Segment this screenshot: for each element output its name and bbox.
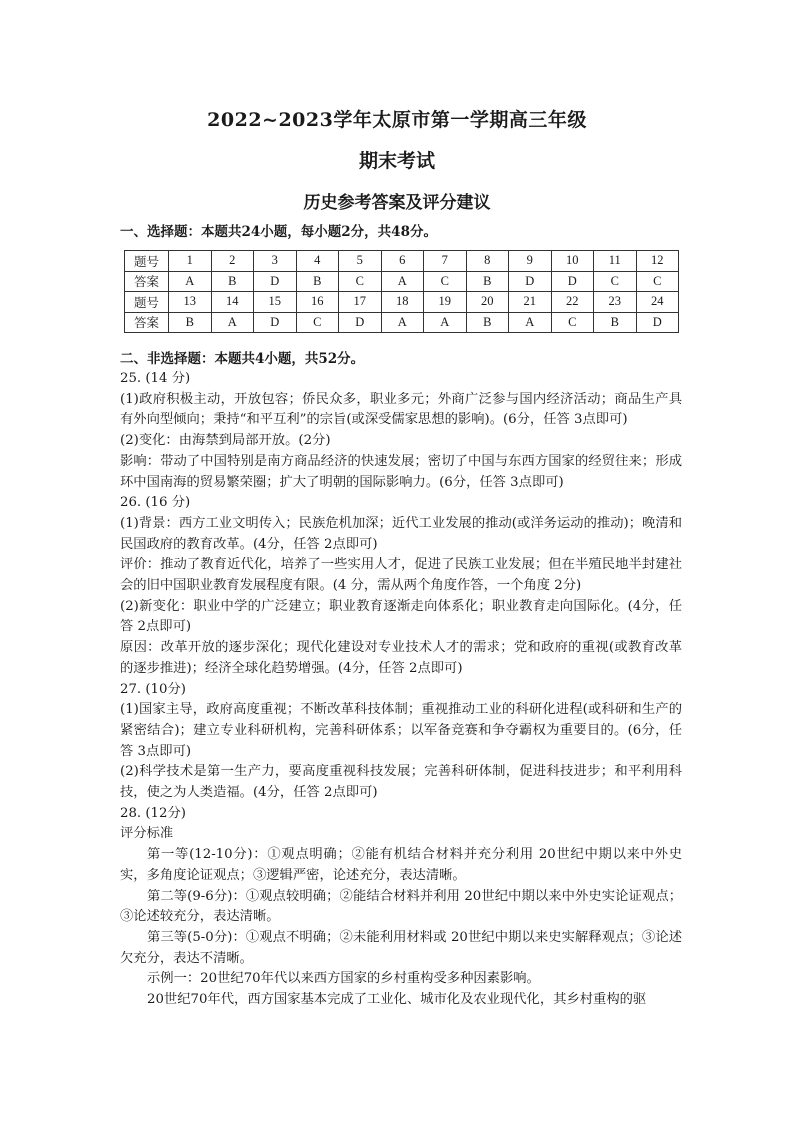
section-1-heading: 一、选择题：本题共24小题，每小题2分，共48分。 xyxy=(120,224,437,240)
question-number-cell: 2 xyxy=(211,251,254,272)
answer-cell: B xyxy=(211,271,254,292)
answer-paragraph: (2)科学技术是第一生产力，要高度重视科技发展；完善科研体制，促进科技进步；和平利用科技，使之为人类造福。(4分，任答 2点即可) xyxy=(120,764,682,801)
answer-key-title: 历史参考答案及评分建议 xyxy=(303,193,491,213)
answer-cell: D xyxy=(509,271,552,292)
answer-paragraph: 影响：带动了中国特别是南方商品经济的快速发展；密切了中国与东西方国家的经贸往来；形成环中国南海的贸易繁荣圈；扩大了明朝的国际影响力。(6分，任答 3点即可) xyxy=(120,453,682,490)
answer-paragraph: 评价：推动了教育近代化，培养了一些实用人才，促进了民族工业发展；但在半殖民地半封建社会的旧中国职业教育发展程度有限。(4 分，需从两个角度作答，一个角度 2分) xyxy=(120,557,682,594)
answer-paragraph: 27. (10分) xyxy=(120,681,186,697)
row-label-answer: 答案 xyxy=(125,312,169,333)
answer-row xyxy=(125,312,679,333)
answer-paragraph: 26. (16 分) xyxy=(120,495,191,511)
question-number-cell: 3 xyxy=(254,251,297,272)
question-number-row xyxy=(125,251,679,272)
question-number-cell: 4 xyxy=(296,251,339,272)
question-number-cell: 24 xyxy=(636,292,679,313)
answer-cell: D xyxy=(339,312,382,333)
question-number-cell: 22 xyxy=(551,292,594,313)
question-number-cell: 14 xyxy=(211,292,254,313)
question-number-cell: 12 xyxy=(636,251,679,272)
answer-cell: B xyxy=(594,312,637,333)
answer-table xyxy=(124,250,679,333)
row-label-number: 题号 xyxy=(125,251,169,272)
answer-paragraph: (2)变化：由海禁到局部开放。(2分) xyxy=(120,433,331,449)
answer-cell: B xyxy=(169,312,212,333)
question-number-cell: 13 xyxy=(169,292,212,313)
answer-cell: C xyxy=(339,271,382,292)
answer-paragraph: 第一等(12-10分)：①观点明确；②能有机结合材料并充分利用 20世纪中期以来中外史实，多角度论证观点；③逻辑严密，论述充分，表达清晰。 xyxy=(120,847,682,883)
answer-paragraph: 原因：改革开放的逐步深化；现代化建设对专业技术人才的需求；党和政府的重视(或教育改革的逐步推进)；经济全球化趋势增强。(4分，任答 2点即可) xyxy=(120,640,682,676)
answer-paragraph: (2)新变化：职业中学的广泛建立；职业教育逐渐走向体系化；职业教育走向国际化。(4分，任答 2点即可) xyxy=(120,598,682,635)
answer-paragraph: 第二等(9-6分)：①观点较明确；②能结合材料并利用 20世纪中期以来中外史实论证观点；③论述较充分，表达清晰。 xyxy=(120,888,682,925)
question-number-cell: 16 xyxy=(296,292,339,313)
answer-cell: A xyxy=(169,271,212,292)
answer-cell: A xyxy=(509,312,552,333)
question-number-cell: 7 xyxy=(424,251,467,272)
section-2-heading: 二、非选择题：本题共4小题，共52分。 xyxy=(120,351,365,367)
row-label-answer: 答案 xyxy=(125,271,169,292)
question-number-cell: 21 xyxy=(509,292,552,313)
question-number-cell: 23 xyxy=(594,292,637,313)
question-number-row xyxy=(125,292,679,313)
answer-paragraph: (1)背景：西方工业文明传入；民族危机加深；近代工业发展的推动(或洋务运动的推动)；晚清和民国政府的教育改革。(4分，任答 2点即可) xyxy=(120,515,682,552)
answer-cell: A xyxy=(424,312,467,333)
question-number-cell: 5 xyxy=(339,251,382,272)
question-number-cell: 1 xyxy=(169,251,212,272)
answer-cell: C xyxy=(551,312,594,333)
answer-row xyxy=(125,271,679,292)
answer-cell: C xyxy=(594,271,637,292)
answer-cell: D xyxy=(636,312,679,333)
answer-body xyxy=(120,369,682,1011)
question-number-cell: 11 xyxy=(594,251,637,272)
question-number-cell: 18 xyxy=(381,292,424,313)
answer-cell: C xyxy=(296,312,339,333)
question-number-cell: 19 xyxy=(424,292,467,313)
answer-cell: C xyxy=(636,271,679,292)
question-number-cell: 8 xyxy=(466,251,509,272)
question-number-cell: 20 xyxy=(466,292,509,313)
answer-cell: D xyxy=(254,312,297,333)
answer-paragraph: 示例一：20世纪70年代以来西方国家的乡村重构受多种因素影响。 xyxy=(147,971,540,987)
answer-cell: B xyxy=(296,271,339,292)
document-title: 2022~2023学年太原市第一学期高三年级 xyxy=(207,109,587,131)
row-label-number: 题号 xyxy=(125,292,169,313)
answer-cell: A xyxy=(381,312,424,333)
question-number-cell: 17 xyxy=(339,292,382,313)
question-number-cell: 15 xyxy=(254,292,297,313)
answer-cell: D xyxy=(551,271,594,292)
answer-cell: D xyxy=(254,271,297,292)
answer-cell: A xyxy=(381,271,424,292)
answer-paragraph: (1)政府积极主动，开放包容；侨民众多，职业多元；外商广泛参与国内经济活动；商品生产具有外向型倾向；秉持“和平互利”的宗旨(或深受儒家思想的影响)。(6分，任答 3点即可) xyxy=(120,391,682,428)
answer-paragraph: 28. (12分) xyxy=(120,805,186,821)
answer-cell: B xyxy=(466,271,509,292)
answer-paragraph: 第三等(5-0分)：①观点不明确；②未能利用材料或 20世纪中期以来史实解释观点；③论述欠充分，表达不清晰。 xyxy=(120,929,682,966)
answer-cell: C xyxy=(424,271,467,292)
answer-paragraph: (1)国家主导，政府高度重视；不断改革科技体制；重视推动工业的科研化进程(或科研和生产的紧密结合)；建立专业科研机构，完善科研体系；以军备竞赛和争夺霸权为重要目的。(6分，任答 3点即可) xyxy=(120,702,682,759)
answer-paragraph: 评分标准 xyxy=(120,826,174,842)
answer-cell: B xyxy=(466,312,509,333)
answer-cell: A xyxy=(211,312,254,333)
exam-subtitle: 期末考试 xyxy=(358,150,435,172)
answer-paragraph: 20世纪70年代，西方国家基本完成了工业化、城市化及农业现代化，其乡村重构的驱 xyxy=(147,992,647,1008)
question-number-cell: 10 xyxy=(551,251,594,272)
answer-paragraph: 25. (14 分) xyxy=(120,371,191,386)
question-number-cell: 6 xyxy=(381,251,424,272)
question-number-cell: 9 xyxy=(509,251,552,272)
